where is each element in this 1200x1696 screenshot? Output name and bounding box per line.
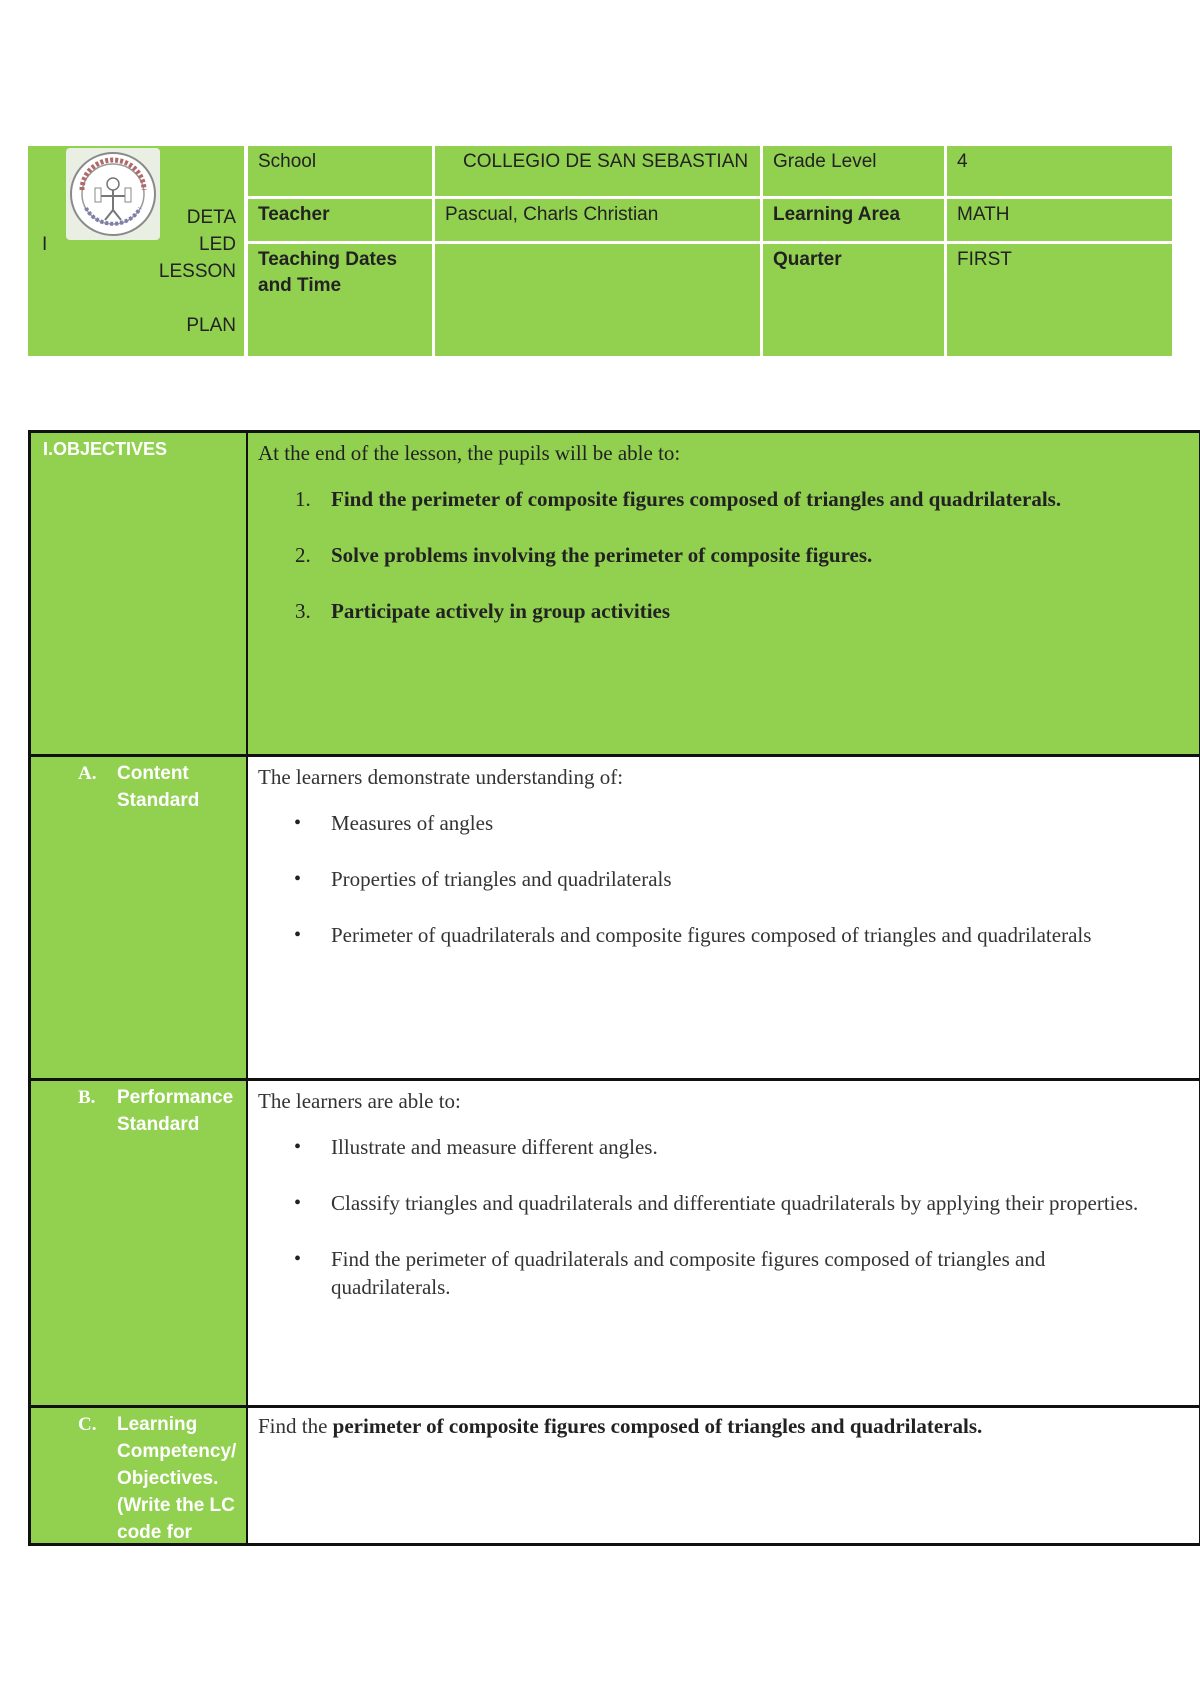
teaching-dates-label: Teaching Dates and Time: [248, 244, 432, 356]
content-standard-label: Content Standard: [117, 763, 200, 811]
performance-standard-label-cell: [31, 1081, 246, 1405]
performance-standard-label: Performance Standard: [117, 1087, 234, 1135]
content-standard-content: [248, 757, 1199, 1078]
performance-standard-letter: B.: [78, 1087, 96, 1108]
list-item: 1. Find the perimeter of composite figures composed of triangles and quadrilaterals.: [295, 487, 1062, 511]
performance-standard-row: [31, 1081, 1199, 1405]
teacher-label: Teacher: [248, 199, 432, 241]
list-item: 2. Solve problems involving the perimeter of composite figures.: [295, 543, 873, 567]
performance-standard-list: [258, 1133, 1189, 1301]
plan-title-line: PLAN: [186, 315, 236, 336]
performance-standard-content: [248, 1081, 1199, 1405]
plan-title-line: DETA: [186, 207, 236, 228]
learning-area-value: MATH: [947, 199, 1172, 241]
learning-competency-letter: C.: [78, 1414, 97, 1435]
objectives-row: [31, 433, 1199, 754]
learning-competency-bold: perimeter of composite figures composed of triangles and quadrilaterals.: [332, 1414, 983, 1438]
plan-title-line: LED: [199, 234, 236, 255]
list-item: • Properties of triangles and quadrilaterals: [258, 865, 1189, 893]
quarter-label: Quarter: [763, 244, 944, 356]
grade-level-value: 4: [947, 146, 1172, 196]
plan-title: [159, 204, 236, 339]
objectives-intro: At the end of the lesson, the pupils will be able to:: [258, 441, 681, 465]
content-standard-label-cell: [31, 757, 246, 1078]
school-seal-logo: [66, 148, 160, 240]
learning-competency-label-cell: [31, 1408, 246, 1543]
school-value: COLLEGIO DE SAN SEBASTIAN: [435, 146, 760, 196]
learning-competency-label: Learning Competency/ Objectives. (Write the LC code for: [117, 1414, 237, 1543]
content-standard-letter: A.: [78, 763, 97, 784]
content-standard-row: [31, 757, 1199, 1078]
list-item: • Measures of angles: [258, 809, 1189, 837]
quarter-value: FIRST: [947, 244, 1172, 356]
list-item: • Perimeter of quadrilaterals and composite figures composed of triangles and quadrilaterals: [258, 921, 1189, 949]
grade-level-label: Grade Level: [763, 146, 944, 196]
list-item: • Find the perimeter of quadrilaterals and composite figures composed of triangles and quadrilaterals.: [258, 1245, 1189, 1301]
learning-competency-row: [31, 1408, 1199, 1543]
list-item: • Classify triangles and quadrilaterals and differentiate quadrilaterals by applying their properties.: [258, 1189, 1189, 1217]
section-number: I: [42, 234, 48, 255]
plan-title-line: LESSON: [158, 261, 236, 282]
list-item: 3. Participate actively in group activities: [295, 599, 671, 623]
school-label: School: [248, 146, 432, 196]
teaching-dates-value: [435, 244, 760, 356]
logo-cell: [28, 146, 244, 356]
objectives-label: I.OBJECTIVES: [43, 439, 168, 459]
learning-competency-prefix: Find the: [258, 1414, 333, 1438]
header-table: [28, 146, 1172, 356]
lesson-plan-table: [28, 430, 1200, 1546]
content-standard-list: [258, 809, 1189, 949]
objectives-label-cell: [31, 433, 246, 754]
list-item: • Illustrate and measure different angles.: [258, 1133, 1189, 1161]
performance-standard-intro: The learners are able to:: [258, 1089, 461, 1113]
content-standard-intro: The learners demonstrate understanding of:: [258, 765, 624, 789]
learning-area-label: Learning Area: [763, 199, 944, 241]
objectives-content: [248, 433, 1199, 754]
learning-competency-content: [248, 1408, 1199, 1543]
objectives-list: [258, 485, 1189, 625]
teacher-value: Pascual, Charls Christian: [435, 199, 760, 241]
